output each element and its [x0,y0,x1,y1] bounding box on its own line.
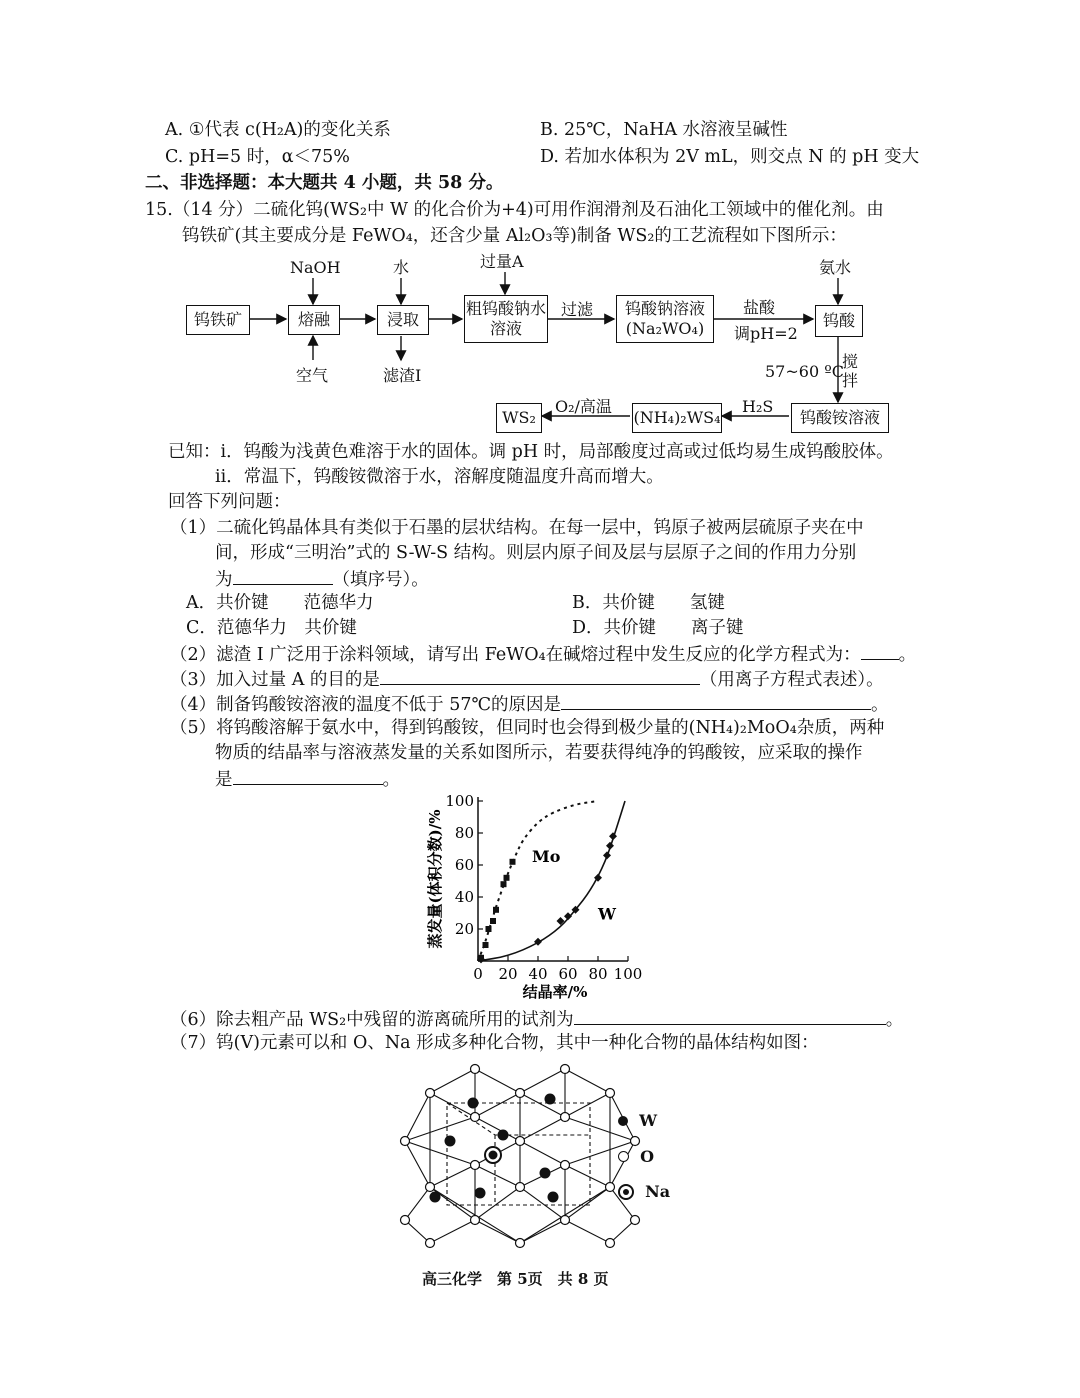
box-crude-sodium-tungstate: 粗钨酸钠水溶液 [464,295,548,343]
label-excess-a: 过量A [480,252,524,271]
y-tick-label: 100 [445,792,474,810]
q3-text: （3）加入过量 A 的目的是 [170,670,380,690]
label-naoh: NaOH [290,258,341,277]
flow-arrows [0,0,1080,440]
q2 [170,641,916,667]
x-axis-label: 结晶率/% [522,983,588,1001]
data-point-mo [501,881,507,887]
q6-end: 。 [885,1010,904,1030]
x-tick-label: 100 [613,965,643,983]
box-leach: 浸取 [377,305,429,335]
q5-answer-blank[interactable] [233,766,383,785]
legend-o: O [640,1147,655,1166]
box-ore: 钨铁矿 [186,305,250,335]
option-d: D. 若加水体积为 2V mL，则交点 N 的 pH 变大 [540,147,920,167]
q5-line3-post: 。 [382,770,400,790]
q6-text: （6）除去粗产品 WS₂中残留的游离硫所用的试剂为 [170,1010,574,1030]
answer-prompt: 回答下列问题： [168,492,291,512]
q1-line3-pre: 为 [215,570,233,590]
y-tick-label: 60 [454,856,474,874]
q3-end: （用离子方程式表述）。 [699,670,884,690]
data-point-mo [490,918,496,924]
label-water: 水 [393,258,410,277]
q6-answer-blank[interactable] [574,1006,886,1025]
q2-end: 。 [898,645,917,665]
w-atom-icon [618,1116,628,1126]
data-point-mo [483,942,489,948]
box-nh4-ws4: (NH₄)₂WS₄ [632,403,722,433]
q4-text: （4）制备钨酸铵溶液的温度不低于 57℃的原因是 [170,695,562,715]
data-point-w [564,912,572,920]
q5-line3-pre: 是 [215,770,233,790]
q4-answer-blank[interactable] [561,691,871,710]
o-atom-icon [618,1151,629,1162]
label-stir: 搅拌 [842,352,859,390]
q1-option-b: B．共价键 氢键 [572,593,725,613]
data-point-mo [493,907,499,913]
q4-end: 。 [871,695,889,715]
section-title: 二、非选择题：本大题共 4 小题，共 58 分。 [145,173,504,193]
q4 [170,691,889,717]
series-label-w: W [598,904,616,924]
q15-intro-line2: 钨铁矿(其主要成分是 FeWO₄，还含少量 Al₂O₃等)制备 WS₂的工艺流程如下图所示： [182,226,847,246]
data-point-mo [510,859,516,865]
q1-option-a: A．共价键 范德华力 [186,593,374,613]
box-sodium-tungstate: 钨酸钠溶液(Na₂WO₄) [616,295,714,343]
box-melt: 熔融 [288,305,340,335]
option-b: B. 25℃，NaHA 水溶液呈碱性 [540,120,788,140]
box-ammonium-tungstate: 钨酸铵溶液 [791,403,889,433]
y-tick-label: 80 [454,824,474,842]
label-hcl: 盐酸 [743,298,776,317]
q3 [170,666,884,692]
q1-line2: 间，形成“三明治”式的 S-W-S 结构。则层内原子间及层与层原子之间的作用力分别 [215,543,857,563]
label-ammonia: 氨水 [819,258,852,277]
series-label-mo: Mo [532,846,561,866]
crystallization-chart [420,783,650,1008]
y-axis-label: 蒸发量(体积分数)/% [426,809,444,949]
x-tick-label: 60 [558,965,578,983]
label-residue: 滤渣I [383,366,422,385]
data-point-mo [486,926,492,932]
data-point-mo [504,875,510,881]
q1-answer-blank[interactable] [233,566,333,585]
y-tick-label: 40 [454,888,474,906]
q2-text: （2）滤渣 I 广泛用于涂料领域，请写出 FeWO₄在碱熔过程中发生反应的化学方程式为： [170,645,861,665]
x-tick-label: 40 [528,965,548,983]
box-tungstic-acid: 钨酸 [815,305,863,337]
label-h2s: H₂S [742,397,774,416]
legend-w: W [639,1111,658,1130]
q5-line1: （5）将钨酸溶解于氨水中，得到钨酸铵，但同时也会得到极少量的(NH₄)₂MoO₄杂质，两种 [170,718,885,738]
process-flow-diagram [0,0,1080,440]
q5-line2: 物质的结晶率与溶液蒸发量的关系如图所示，若要获得纯净的钨酸铵，应采取的操作 [215,743,863,763]
box-ws2: WS₂ [496,403,542,433]
known-ii: ii．常温下，钨酸铵微溶于水，溶解度随温度升高而增大。 [215,467,664,487]
page-footer: 高三化学 第 5页 共 8 页 [422,1270,609,1288]
q5-line3 [215,766,400,792]
data-point-w [606,842,614,850]
x-tick-label: 0 [473,965,483,983]
series-w-curve [478,801,625,961]
label-o2-high-temp: O₂/高温 [555,397,612,416]
q1-line3-post: （填序号）。 [332,570,429,590]
option-c: C. pH=5 时，α＜75% [165,147,350,167]
data-point-w [609,832,617,840]
x-tick-label: 20 [498,965,518,983]
label-ph: 调pH=2 [734,324,798,343]
y-tick-label: 20 [454,920,474,938]
label-temperature: 57~60 ºC [765,362,844,381]
na-atom-icon [618,1184,634,1200]
q15-intro-line1: 15.（14 分）二硫化钨(WS₂中 W 的化合价为+4)可用作润滑剂及石油化工领域中的催化剂。由 [145,200,884,220]
label-filter: 过滤 [561,300,594,319]
q7: （7）钨(V)元素可以和 O、Na 形成多种化合物，其中一种化合物的晶体结构如图： [170,1033,819,1053]
series-mo-curve [478,801,598,961]
legend-na: Na [645,1182,671,1201]
q2-answer-blank[interactable] [861,641,899,660]
option-a: A. ①代表 c(H₂A)的变化关系 [165,120,391,140]
q6 [170,1006,903,1032]
q3-answer-blank[interactable] [380,666,700,685]
data-point-w [603,851,611,859]
q1-line1: （1）二硫化钨晶体具有类似于石墨的层状结构。在每一层中，钨原子被两层硫原子夹在中 [170,518,864,538]
label-air: 空气 [296,366,329,385]
q1-line3 [215,566,429,592]
q1-option-c: C．范德华力 共价键 [186,618,357,638]
x-tick-label: 80 [588,965,608,983]
known-i: 已知：i．钨酸为浅黄色难溶于水的固体。调 pH 时，局部酸度过高或过低均易生成钨酸胶体。 [168,442,894,462]
q1-option-d: D．共价键 离子键 [572,618,744,638]
